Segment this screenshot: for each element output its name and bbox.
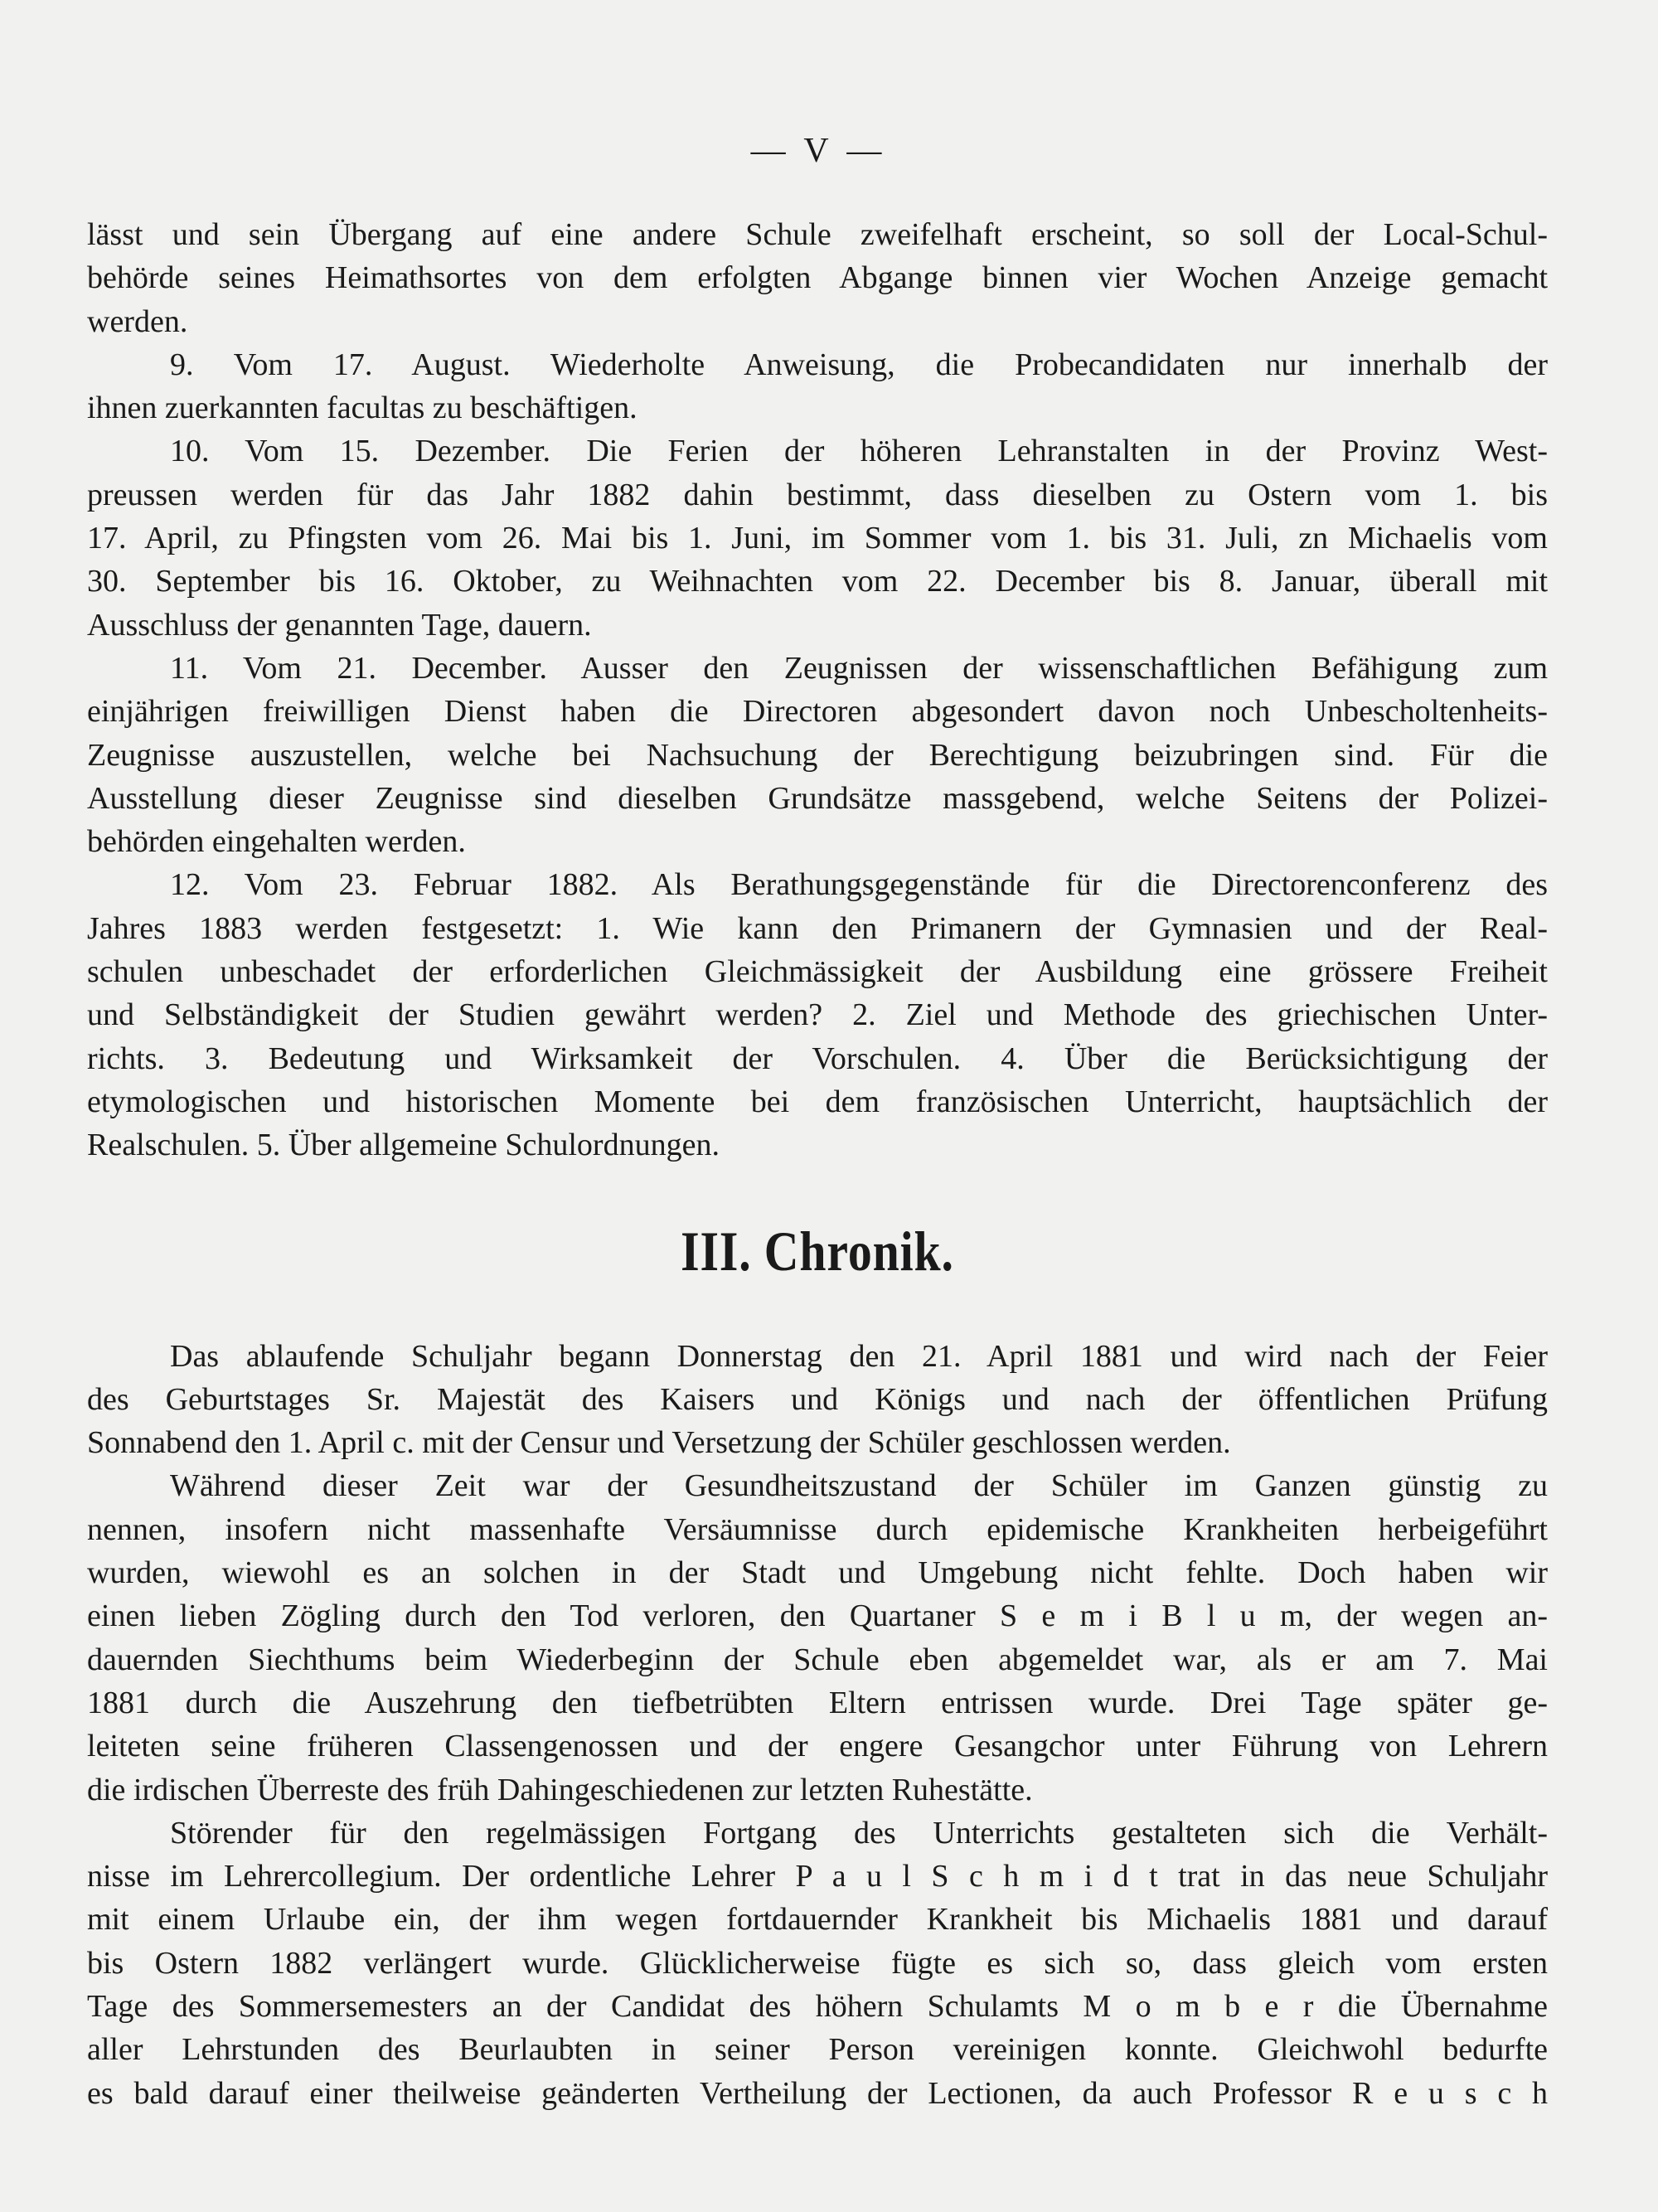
text-line: einjährigen freiwilligen Dienst haben die Directoren abgesondert davon noch Unbescholtenheits- <box>87 694 1548 730</box>
paragraph <box>87 1812 1548 2115</box>
text-line: die irdischen Überreste des früh Dahingeschiedenen zur letzten Ruhestätte. <box>87 1772 1033 1807</box>
text-line: dauernden Siechthums beim Wiederbeginn der Schule eben abgemeldet war, als er am 7. Mai <box>87 1642 1548 1677</box>
text-line: einen lieben Zögling durch den Tod verloren, den Quartaner S e m i B l u m, der wegen an- <box>87 1598 1548 1634</box>
paragraph <box>87 863 1548 1167</box>
text-line: schulen unbeschadet der erforderlichen Gleichmässigkeit der Ausbildung eine grössere Freiheit <box>87 954 1548 990</box>
paragraph <box>87 1335 1548 1465</box>
text-line: nisse im Lehrercollegium. Der ordentliche Lehrer P a u l S c h m i d t trat in das neue Schuljahr <box>87 1859 1548 1894</box>
text-line: ihnen zuerkannten facultas zu beschäftigen. <box>87 390 638 426</box>
paragraph <box>87 213 1548 343</box>
document-body <box>87 213 1548 2115</box>
text-line: 17. April, zu Pfingsten vom 26. Mai bis 1. Juni, im Sommer vom 1. bis 31. Juli, zn Michaelis vom <box>87 521 1548 556</box>
text-line: behörde seines Heimathsortes von dem erfolgten Abgange binnen vier Wochen Anzeige gemacht <box>87 260 1548 296</box>
text-line: es bald darauf einer theilweise geänderten Vertheilung der Lectionen, da auch Professor R e u s c h <box>87 2075 1548 2111</box>
text-line: Zeugnisse auszustellen, welche bei Nachsuchung der Berechtigung beizubringen sind. Für die <box>87 737 1548 773</box>
text-line: und Selbständigkeit der Studien gewährt werden? 2. Ziel und Methode des griechischen Unter- <box>87 997 1548 1033</box>
paragraph <box>87 647 1548 863</box>
text-line: Ausstellung dieser Zeugnisse sind dieselben Grundsätze massgebend, welche Seitens der Polizei- <box>87 780 1548 816</box>
paragraph <box>87 1464 1548 1811</box>
text-line: Sonnabend den 1. April c. mit der Censur und Versetzung der Schüler geschlossen werden. <box>87 1425 1231 1461</box>
text-line: richts. 3. Bedeutung und Wirksamkeit der Vorschulen. 4. Über die Berücksichtigung der <box>87 1041 1548 1076</box>
text-line: werden. <box>87 303 188 339</box>
text-line: Tage des Sommersemesters an der Candidat des höhern Schulamts M o m b e r die Übernahme <box>87 1988 1548 2024</box>
page-number: — V — <box>750 132 887 170</box>
text-line: 1881 durch die Auszehrung den tiefbetrübten Eltern entrissen wurde. Drei Tage später ge- <box>87 1685 1548 1720</box>
text-line: 30. September bis 16. Oktober, zu Weihnachten vom 22. December bis 8. Januar, überall mit <box>87 564 1548 599</box>
text-line: 10. Vom 15. Dezember. Die Ferien der höheren Lehranstalten in der Provinz West- <box>170 434 1548 469</box>
text-line: 9. Vom 17. August. Wiederholte Anweisung, die Probecandidaten nur innerhalb der <box>170 347 1548 382</box>
text-line: bis Ostern 1882 verlängert wurde. Glücklicherweise fügte es sich so, dass gleich vom ersten <box>87 1945 1548 1981</box>
paragraph <box>87 343 1548 430</box>
text-line: Jahres 1883 werden festgesetzt: 1. Wie kann den Primanern der Gymnasien und der Real- <box>87 910 1548 946</box>
paragraph <box>87 429 1548 646</box>
text-line: behörden eingehalten werden. <box>87 824 466 860</box>
text-line: Ausschluss der genannten Tage, dauern. <box>87 607 592 643</box>
text-line: mit einem Urlaube ein, der ihm wegen fortdauernder Krankheit bis Michaelis 1881 und darauf <box>87 1902 1548 1938</box>
section-ii-continuation <box>87 213 1548 1167</box>
text-line: des Geburtstages Sr. Majestät des Kaisers und Königs und nach der öffentlichen Prüfung <box>87 1381 1548 1417</box>
text-line: Das ablaufende Schuljahr begann Donnerstag den 21. April 1881 und wird nach der Feier <box>170 1338 1548 1374</box>
text-line: 11. Vom 21. December. Ausser den Zeugnissen der wissenschaftlichen Befähigung zum <box>170 650 1548 686</box>
text-line: leiteten seine früheren Classengenossen und der engere Gesangchor unter Führung von Lehrern <box>87 1729 1548 1764</box>
text-line: etymologischen und historischen Momente bei dem französischen Unterricht, hauptsächlich der <box>87 1084 1548 1119</box>
text-line: aller Lehrstunden des Beurlaubten in seiner Person vereinigen konnte. Gleichwohl bedurfte <box>87 2032 1548 2068</box>
text-line: Realschulen. 5. Über allgemeine Schulordnungen. <box>87 1128 720 1163</box>
text-line: Während dieser Zeit war der Gesundheitszustand der Schüler im Ganzen günstig zu <box>170 1468 1548 1504</box>
section-heading: III. Chronik. <box>681 1219 954 1283</box>
text-line: 12. Vom 23. Februar 1882. Als Berathungsgegenstände für die Directorenconferenz des <box>170 867 1548 903</box>
text-line: wurden, wiewohl es an solchen in der Stadt und Umgebung nicht fehlte. Doch haben wir <box>87 1555 1548 1591</box>
section-chronik <box>87 1335 1548 2115</box>
text-line: Störender für den regelmässigen Fortgang des Unterrichts gestalteten sich die Verhält- <box>170 1815 1548 1851</box>
text-line: lässt und sein Übergang auf eine andere Schule zweifelhaft erscheint, so soll der Local-Schul- <box>87 217 1548 252</box>
text-line: nennen, insofern nicht massenhafte Versäumnisse durch epidemische Krankheiten herbeigeführt <box>87 1511 1548 1547</box>
text-line: preussen werden für das Jahr 1882 dahin bestimmt, dass dieselben zu Ostern vom 1. bis <box>87 477 1548 512</box>
